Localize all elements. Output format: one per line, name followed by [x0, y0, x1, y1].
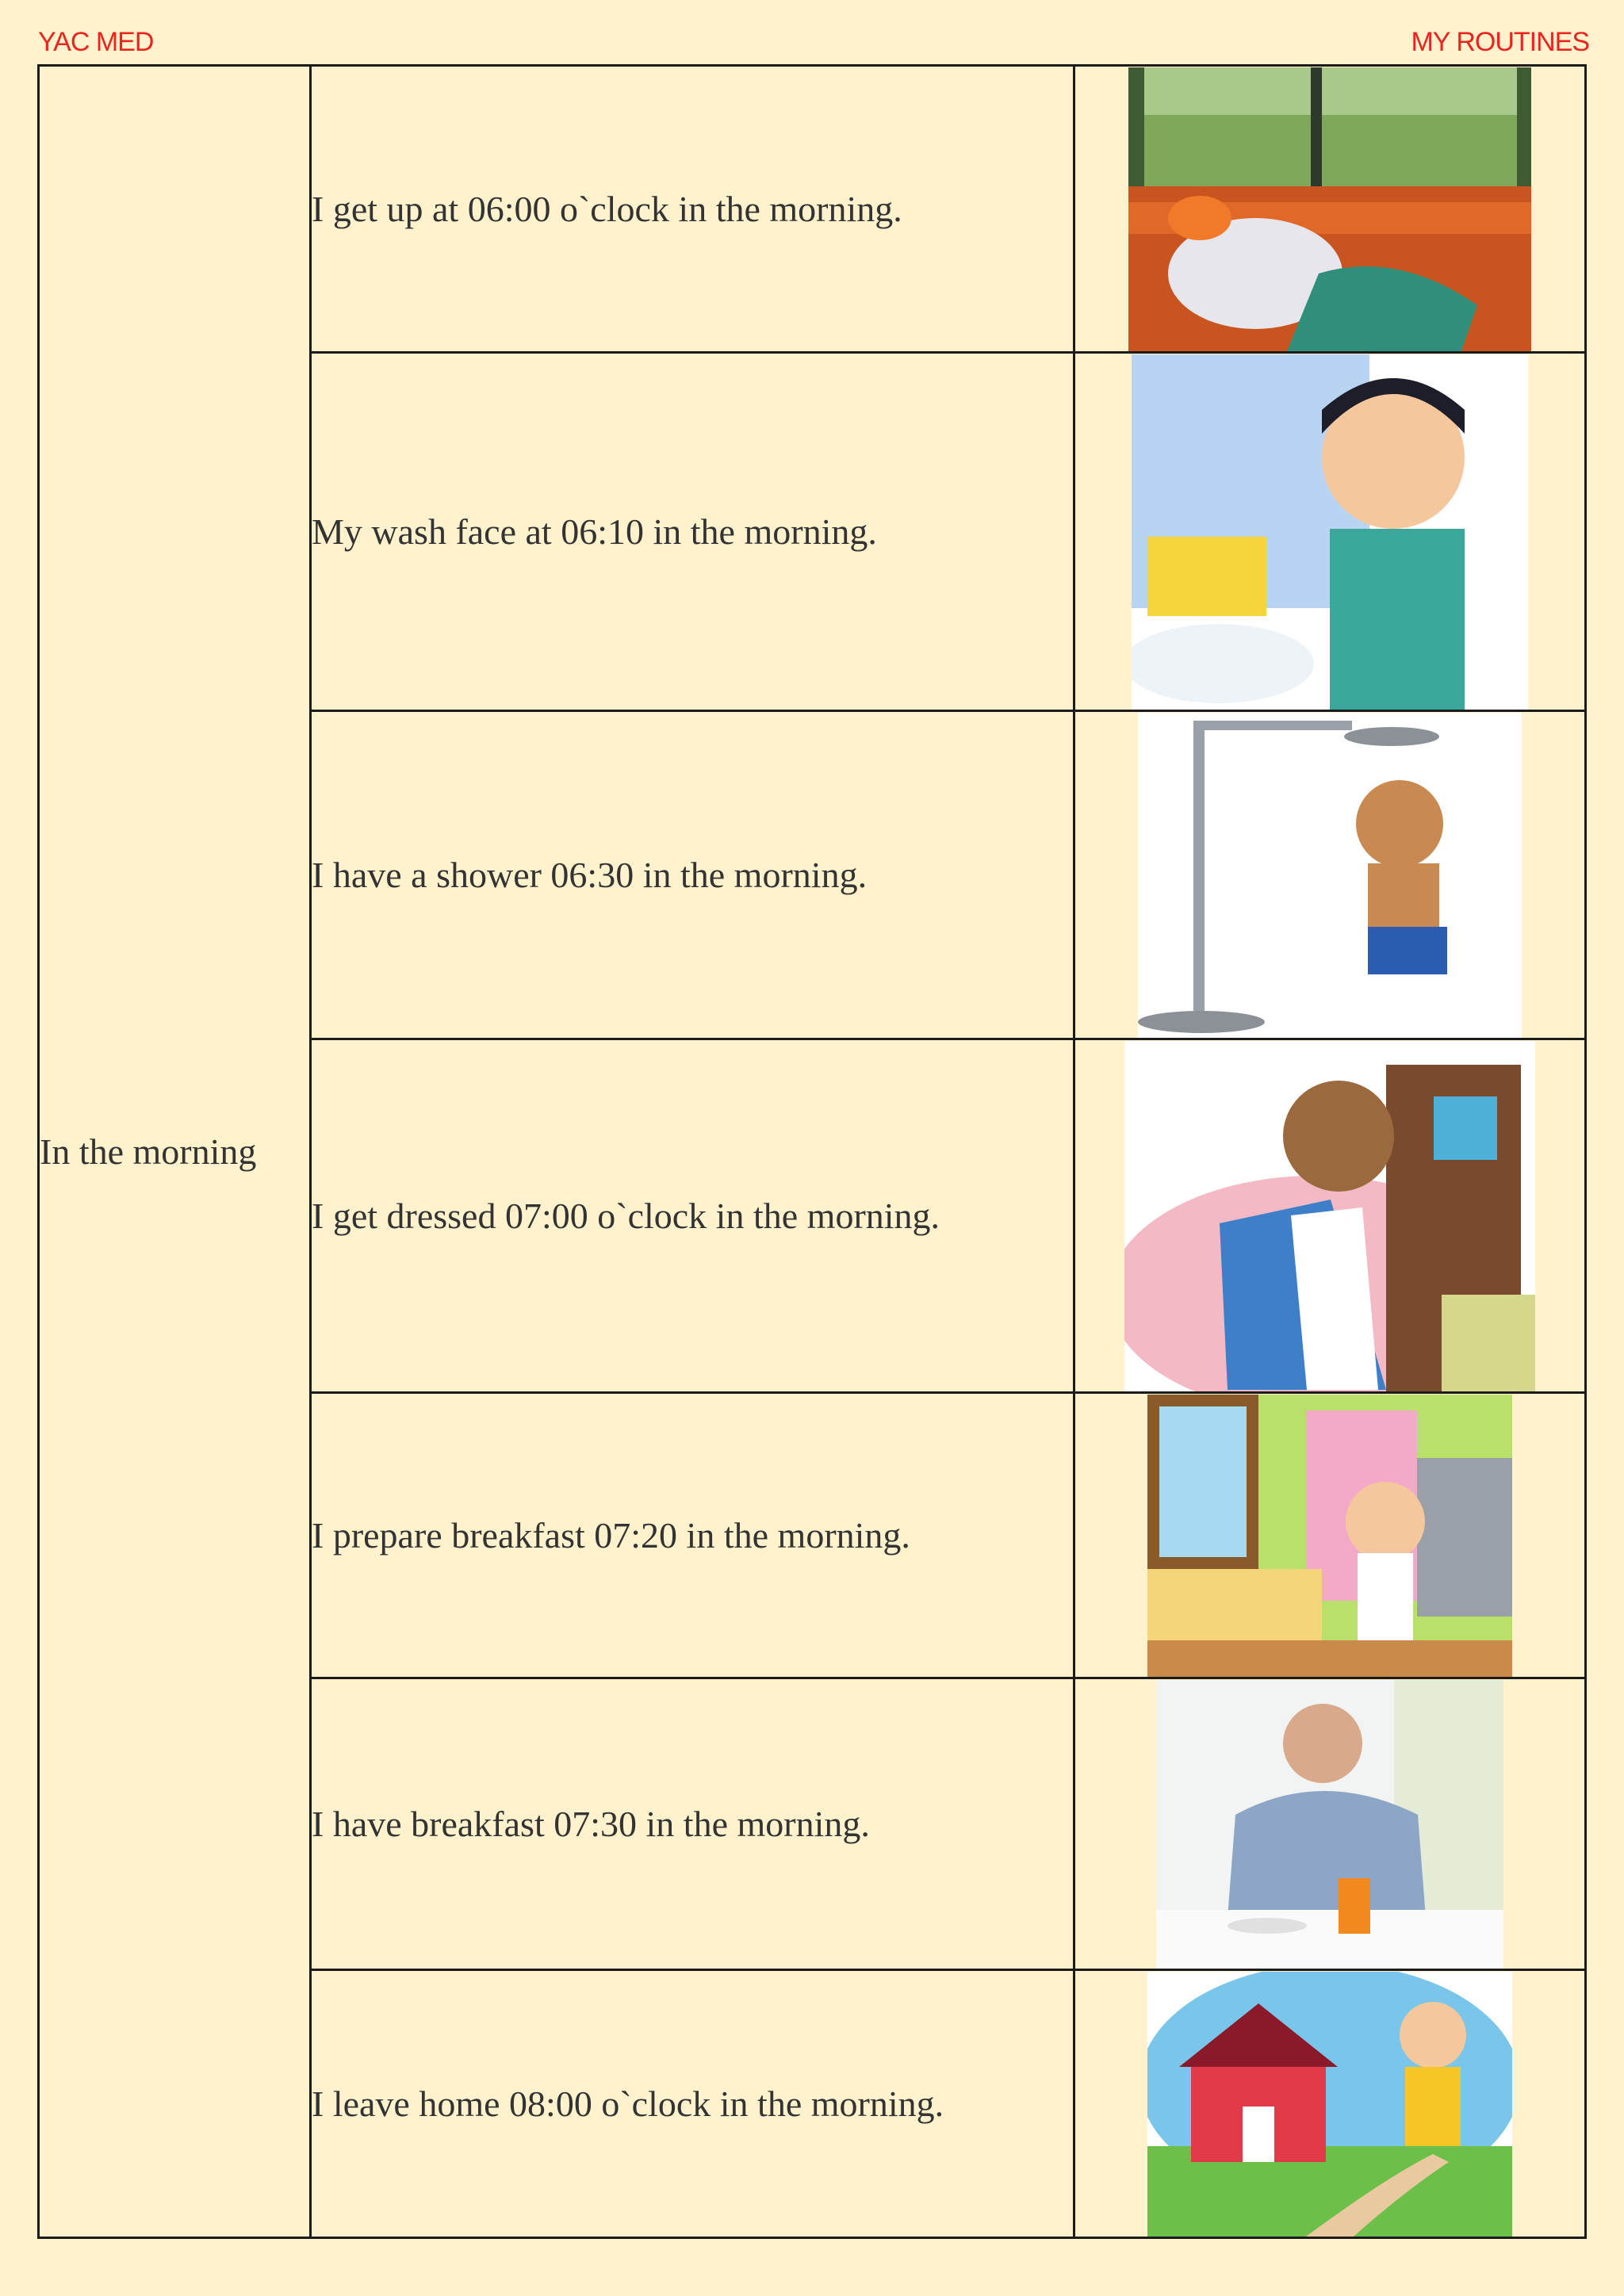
activity-text: I have breakfast 07:30 in the morning. — [311, 1678, 1074, 1970]
leaving-home-illustration — [1147, 1972, 1512, 2237]
washing-face-illustration — [1132, 354, 1528, 710]
routine-table — [37, 64, 1587, 2239]
shower-illustration — [1138, 713, 1522, 1038]
waking-up-illustration — [1128, 67, 1531, 351]
activity-text: My wash face at 06:10 in the morning. — [311, 353, 1074, 711]
activity-text: I have a shower 06:30 in the morning. — [311, 711, 1074, 1039]
activity-text: I leave home 08:00 o`clock in the morning. — [311, 1970, 1074, 2238]
header-school-name: YAC MED — [38, 27, 154, 57]
section-label: In the morning — [39, 66, 311, 2238]
table-row — [39, 66, 1586, 353]
having-breakfast-photo — [1156, 1680, 1503, 1969]
getting-dressed-illustration — [1124, 1041, 1535, 1391]
activity-text: I prepare breakfast 07:20 in the morning. — [311, 1393, 1074, 1678]
activity-text: I get dressed 07:00 o`clock in the morning. — [311, 1039, 1074, 1393]
activity-text: I get up at 06:00 o`clock in the morning. — [311, 66, 1074, 353]
header-topic: MY ROUTINES — [1411, 27, 1589, 57]
preparing-breakfast-illustration — [1147, 1395, 1512, 1677]
